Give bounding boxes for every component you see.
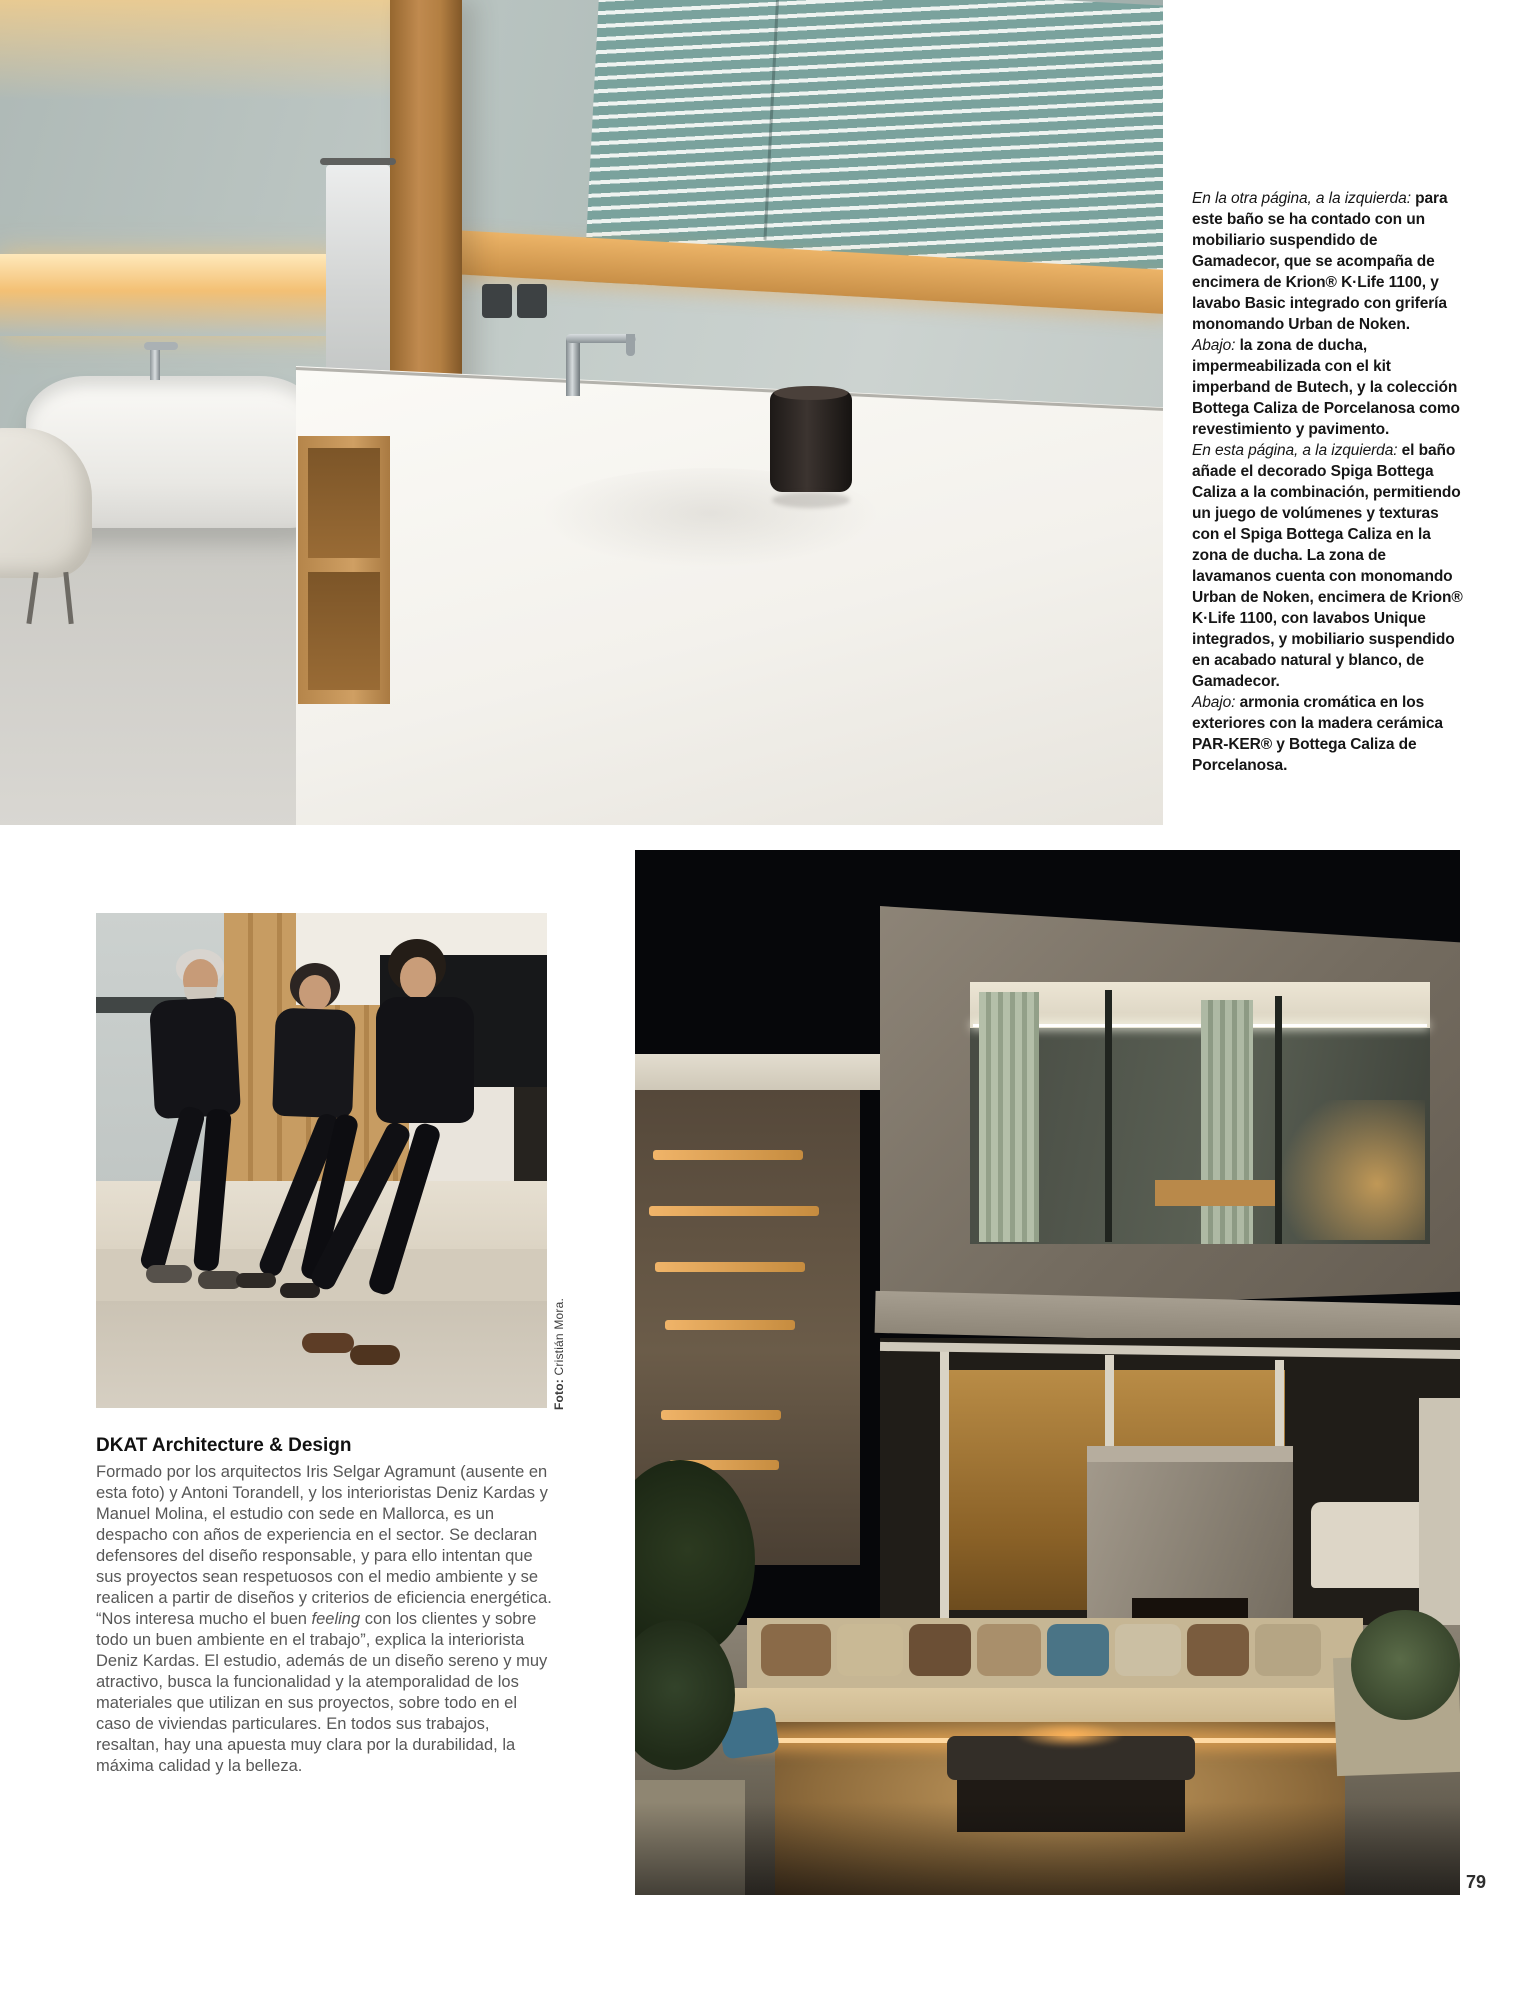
bath-candle — [770, 390, 852, 492]
house-shelf-light — [649, 1206, 819, 1216]
lounge-cushion — [1047, 1624, 1109, 1676]
house-curtain — [1201, 1000, 1253, 1244]
caption-lead: Abajo: — [1192, 694, 1236, 711]
lounge-cushion — [1255, 1624, 1321, 1676]
house-window-mullion — [1105, 990, 1112, 1242]
bathroom-photo — [0, 0, 1163, 825]
house-left-roof — [635, 1054, 887, 1090]
person-middle-shoe — [236, 1273, 276, 1288]
house-photo — [635, 850, 1460, 1895]
lounge-cushion — [977, 1624, 1041, 1676]
caption-lead: En esta página, a la izquierda: — [1192, 442, 1398, 459]
person-right-shoe — [350, 1345, 400, 1365]
caption-text: armonia cromática en los exteriores con la madera cerámica PAR-KER® y Bottega Caliza de Porcelanosa. — [1192, 694, 1443, 774]
bath-cubby-inset — [308, 572, 380, 690]
photo-credit-name: Cristián Mora. — [552, 1297, 566, 1376]
lounge-cushion — [909, 1624, 971, 1676]
bath-candle-shadow — [772, 492, 850, 508]
caption-block — [1192, 188, 1466, 335]
studio-body-part1: Formado por los arquitectos Iris Selgar Agramunt (ausente en esta foto) y Antoni Torandell, y los interioristas Deniz Kardas y Manuel Molina, el estudio con sede en Mallorca, es un despacho con años de experiencia en el sector. Se declaran defensores del diseño responsable, y para ello intentan que sus proyectos sean respetuosos con el medio ambiente y se realicen a partir de diseños y criterios de eficiencia energética. “Nos interesa mucho el buen — [96, 1463, 552, 1628]
house-led-strip — [973, 1024, 1427, 1027]
studio-body-italic: feeling — [311, 1610, 361, 1628]
person-middle-torso — [272, 1008, 356, 1119]
studio-body-part2: con los clientes y sobre todo un buen ambiente en el trabajo”, explica la interiorista Deniz Kardas. El estudio, además de un diseño sereno y muy atractivo, busca la funcionalidad y la atemporalidad de los materiales que utilizan en sus proyectos, sobre todo en el caso de viviendas particulares. En todos sus trabajos, resaltan, hay una apuesta muy clara por la durabilidad, la máxima calidad y la belleza. — [96, 1610, 548, 1775]
bath-faucet — [566, 338, 580, 396]
caption-text: la zona de ducha, impermeabilizada con el kit imperband de Butech, y la colección Bottega Caliza de Porcelanosa como revestimiento y pavimento. — [1192, 337, 1460, 438]
caption-block — [1192, 692, 1466, 776]
person-right-shoe — [302, 1333, 354, 1353]
house-plant-right — [1351, 1610, 1460, 1720]
house-glass-frame — [940, 1350, 949, 1628]
bath-towel — [326, 165, 390, 377]
bath-tub-spout — [144, 342, 178, 350]
caption-text: el baño añade el decorado Spiga Bottega Caliza a la combinación, permitiendo un juego de volúmenes y texturas con el Spiga Bottega Caliza en la zona de ducha. La zona de lavamanos cuenta con monomando Urban de Noken, encimera de Krion® K·Life 1100, con lavabos Unique integrados, y mobiliario suspendido en acabado natural y blanco, de Gamadecor. — [1192, 442, 1463, 690]
house-curtain — [979, 992, 1039, 1242]
house-upper-ceiling — [970, 982, 1430, 1028]
bath-light-niche — [0, 254, 344, 336]
house-bottom-shadow — [635, 1802, 1460, 1895]
bath-cubby-inset — [308, 448, 380, 558]
person-middle-shoe — [280, 1283, 320, 1298]
person-right-head — [400, 957, 436, 999]
bath-towel-rail — [320, 158, 396, 165]
house-right-wall — [1419, 1398, 1460, 1643]
house-shelf-light — [661, 1410, 781, 1420]
house-shelf-light — [653, 1150, 803, 1160]
fire-table-flame — [1015, 1722, 1125, 1748]
house-desk — [1155, 1180, 1275, 1206]
house-fireplace-cap — [1087, 1446, 1293, 1462]
house-shelf-light — [665, 1320, 795, 1330]
lounge-cushion — [1115, 1624, 1181, 1676]
person-left-torso — [149, 997, 241, 1119]
caption-lead: En la otra página, a la izquierda: — [1192, 190, 1411, 207]
bath-candle-top — [774, 386, 848, 400]
bath-socket — [517, 284, 547, 318]
bath-socket — [482, 284, 512, 318]
lounge-cushion — [1187, 1624, 1249, 1676]
page-number: 79 — [1465, 1872, 1487, 1892]
person-right-torso — [376, 997, 474, 1123]
caption-text: para este baño se ha contado con un mobiliario suspendido de Gamadecor, que se acompaña de encimera de Krion® K·Life 1100, y lavabo Basic integrado con grifería monomando Urban de Noken. — [1192, 190, 1448, 333]
house-interior-glow — [1265, 1100, 1425, 1240]
lounge-cushion — [761, 1624, 831, 1676]
person-middle-head — [299, 975, 331, 1011]
caption-block — [1192, 335, 1466, 440]
studio-body — [96, 1462, 552, 1777]
caption-column — [1192, 188, 1466, 776]
caption-block — [1192, 440, 1466, 692]
lounge-cushion — [837, 1624, 903, 1676]
bath-wood-column — [390, 0, 462, 400]
person-left-shoe — [146, 1265, 192, 1283]
caption-lead: Abajo: — [1192, 337, 1236, 354]
photo-credit — [552, 1298, 566, 1410]
photo-credit-label: Foto: — [552, 1379, 566, 1410]
studio-block — [96, 1434, 552, 1777]
house-shelf-light — [655, 1262, 805, 1272]
bath-faucet-spout — [626, 334, 635, 356]
bath-countertop — [296, 366, 1163, 825]
team-floor — [96, 1301, 547, 1408]
team-photo — [96, 913, 547, 1408]
studio-heading: DKAT Architecture & Design — [96, 1435, 352, 1456]
